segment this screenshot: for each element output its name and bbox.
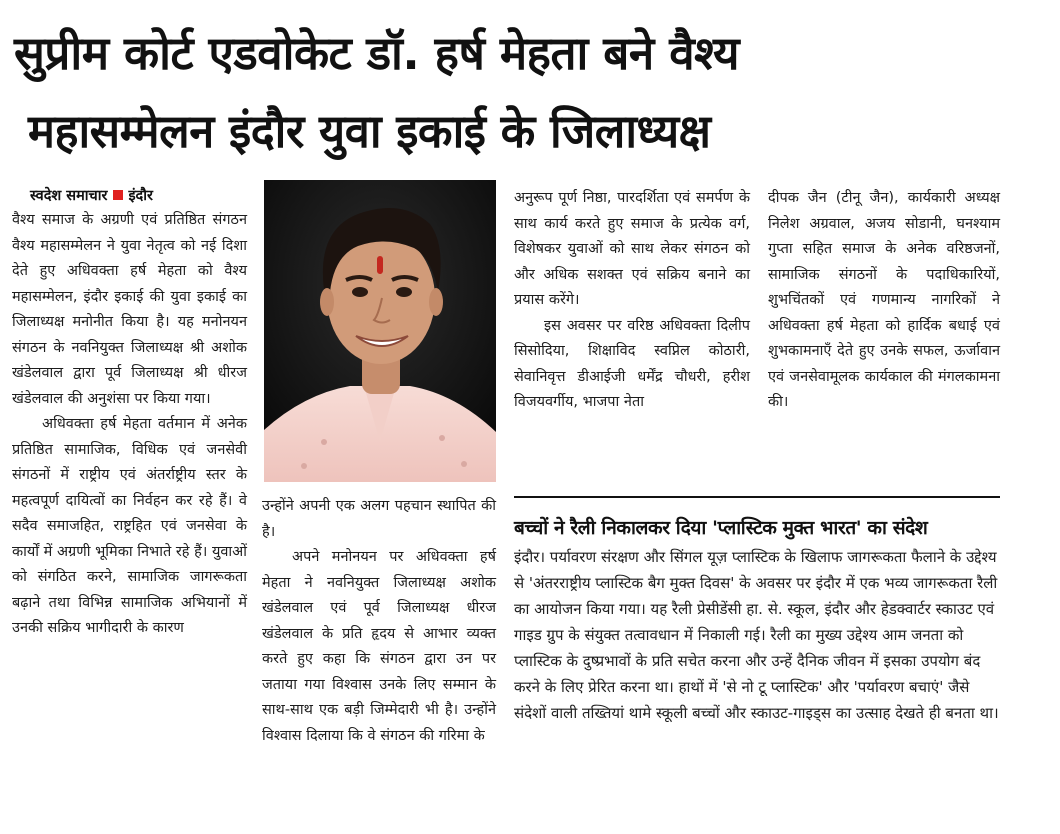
byline-source: स्वदेश समाचार — [30, 188, 108, 204]
headline-line-2: महासम्मेलन इंदौर युवा इकाई के जिलाध्यक्ष — [28, 104, 711, 158]
portrait-photo — [264, 180, 496, 482]
article-paragraph: उन्होंने अपनी एक अलग पहचान स्थापित की है। — [262, 498, 496, 540]
article-paragraph: अनुरूप पूर्ण निष्ठा, पारदर्शिता एवं समर्पण के साथ कार्य करते हुए समाज के प्रत्येक वर्ग, विशेषकर युवाओं को साथ लेकर संगठन को और अधिक सशक्त एवं सक्रिय बनाने का प्रयास करेंगे। — [514, 190, 750, 308]
article-paragraph: वैश्य समाज के अग्रणी एवं प्रतिष्ठित संगठन वैश्य महासम्मेलन ने युवा नेतृत्व को नई दिशा देते हुए अधिवक्ता हर्ष मेहता को वैश्य महासम्मेलन, इंदौर इकाई की युवा इकाई का जिलाध्यक्ष मनोनीत किया है। यह मनोनयन संगठन के नवनियुक्त जिलाध्यक्ष श्री अशोक खंडेलवाल द्वारा पूर्व जिलाध्यक्ष श्री धीरज खंडेलवाल की अनुशंसा पर किया गया। — [12, 212, 247, 407]
story2-headline: बच्चों ने रैली निकालकर दिया 'प्लास्टिक मुक्त भारत' का संदेश — [514, 517, 928, 539]
story2-paragraph: इंदौर। पर्यावरण संरक्षण और सिंगल यूज़ प्लास्टिक के खिलाफ जागरूकता फैलाने के उद्देश्य से 'अंतरराष्ट्रीय प्लास्टिक बैग मुक्त दिवस' के अवसर पर इंदौर में एक भव्य जागरूकता रैली का आयोजन किया गया। यह रैली प्रेसीडेंसी हा. से. स्कूल, इंदौर और हेडक्वार्टर स्काउट एवं गाइड ग्रुप के संयुक्त तत्वावधान में निकाली गई। रैली का मुख्य उद्देश्य आम जनता को प्लास्टिक के दुष्प्रभावों के प्रति सचेत करना और उन्हें दैनिक जीवन में इसका उपयोग बंद करने के लिए प्रेरित करना था। हाथों में 'से नो टू प्लास्टिक' और 'पर्यावरण बचाएं' जैसे संदेशों वाली तख्तियां थामे स्कूली बच्चों और स्काउट-गाइड्स का उत्साह देखते ही बनता था। — [514, 548, 999, 722]
article-column-4 — [768, 186, 1000, 416]
article-paragraph: अधिवक्ता हर्ष मेहता वर्तमान में अनेक प्रतिष्ठित सामाजिक, विधिक एवं जनसेवी संगठनों में राष्ट्रीय एवं अंतर्राष्ट्रीय स्तर के महत्वपूर्ण दायित्वों का निर्वहन कर रहे हैं। वे सदैव समाजहित, राष्ट्रहित एवं जनसेवा के कार्यों में अग्रणी भूमिका निभाते रहे हैं। युवाओं को संगठित करने, सामाजिक जागरूकता बढ़ाने तथा विभिन्न सामाजिक अभियानों में उनकी सक्रिय भागीदारी के कारण — [12, 416, 247, 636]
article-paragraph: इस अवसर पर वरिष्ठ अधिवक्ता दिलीप सिसोदिया, शिक्षाविद स्वप्निल कोठारी, सेवानिवृत्त डीआईजी धर्मेंद्र चौधरी, हरीश विजयवर्गीय, भाजपा नेता — [514, 317, 750, 410]
section-divider — [514, 496, 1000, 498]
article-paragraph: दीपक जैन (टीनू जैन), कार्यकारी अध्यक्ष निलेश अग्रवाल, अजय सोडानी, घनश्याम गुप्ता सहित समाज के अनेक वरिष्ठजनों, सामाजिक संगठनों के पदाधिकारियों, शुभचिंतकों एवं गणमान्य नागरिकों ने अधिवक्ता हर्ष मेहता को हार्दिक बधाई एवं शुभकामनाएँ देते हुए उनके सफल, ऊर्जावान एवं जनसेवामूलक कार्यकाल की मंगलकामना की। — [768, 190, 1000, 410]
headline-line-1: सुप्रीम कोर्ट एडवोकेट डॉ. हर्ष मेहता बने वैश्य — [14, 26, 740, 80]
byline-city: इंदौर — [128, 188, 153, 204]
red-square-icon — [113, 190, 123, 200]
byline — [30, 185, 153, 207]
portrait-illustration — [264, 180, 496, 482]
article-column-2 — [262, 494, 496, 749]
article-column-1 — [12, 208, 247, 642]
article-paragraph: अपने मनोनयन पर अधिवक्ता हर्ष मेहता ने नवनियुक्त जिलाध्यक्ष अशोक खंडेलवाल एवं पूर्व जिलाध्यक्ष धीरज खंडेलवाल के प्रति हृदय से आभार व्यक्त करते हुए कहा कि संगठन द्वारा उन पर जताया गया विश्वास उनके लिए सम्मान के साथ-साथ एक बड़ी जिम्मेदारी भी है। उन्होंने विश्वास दिलाया कि वे संगठन की गरिमा के — [262, 549, 496, 744]
story2-body — [514, 544, 1000, 726]
article-column-3 — [514, 186, 750, 416]
